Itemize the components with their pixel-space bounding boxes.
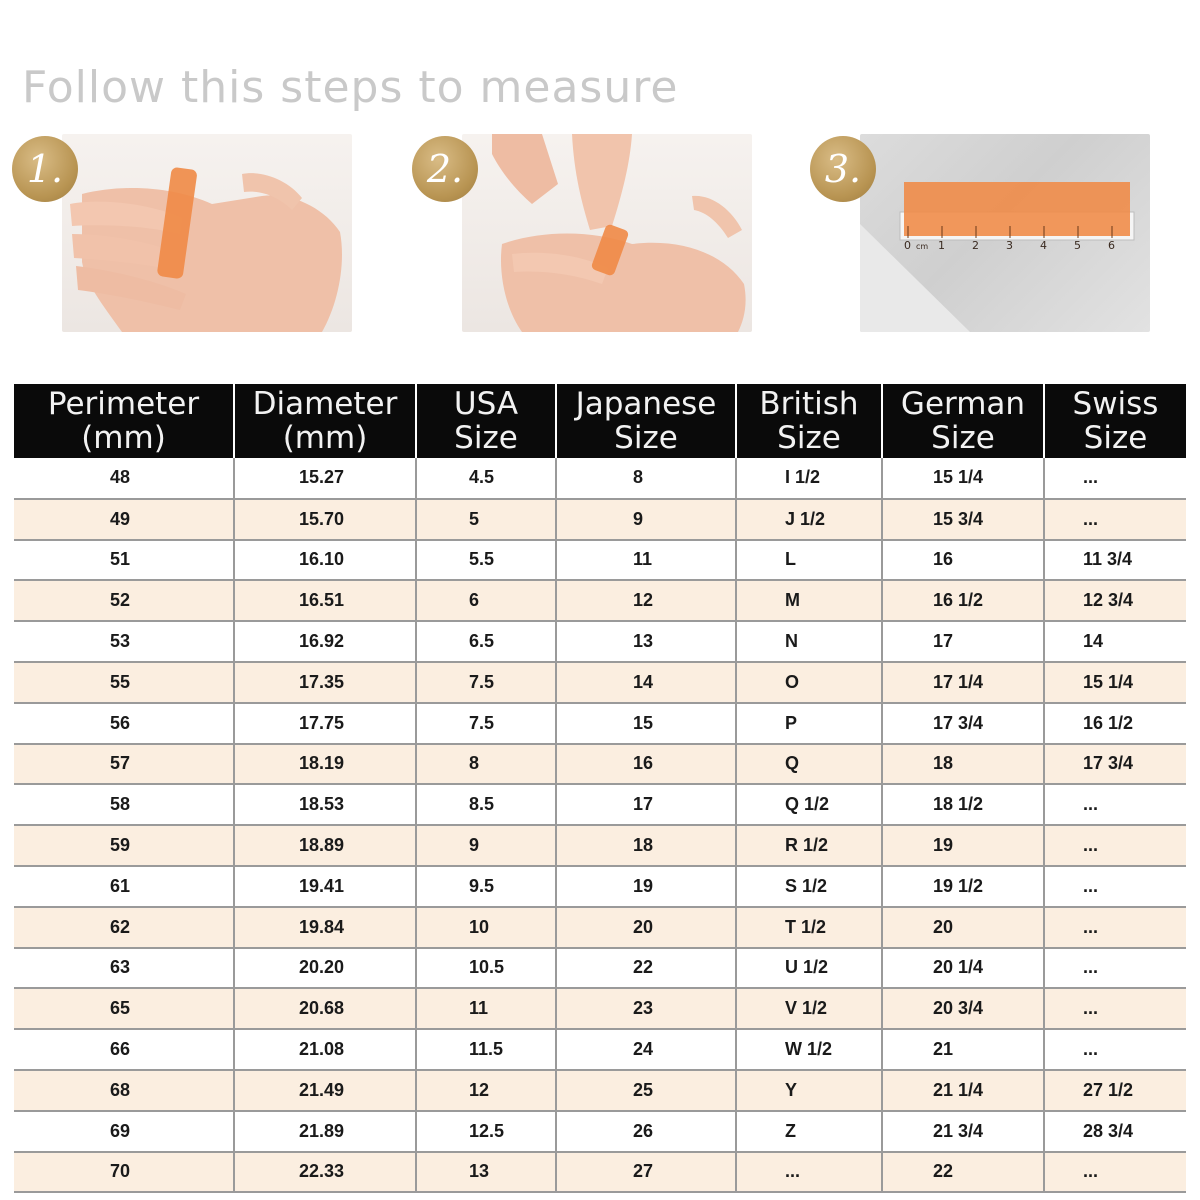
table-cell: ... bbox=[1044, 1152, 1186, 1193]
table-cell: 69 bbox=[14, 1111, 234, 1152]
table-cell: 22 bbox=[882, 1152, 1044, 1193]
table-cell: 18.53 bbox=[234, 784, 416, 825]
table-cell: 7.5 bbox=[416, 662, 556, 703]
table-cell: J 1/2 bbox=[736, 499, 882, 540]
table-cell: 19 bbox=[882, 825, 1044, 866]
table-cell: 25 bbox=[556, 1070, 736, 1111]
ring-size-table bbox=[14, 384, 1186, 1193]
table-cell: 56 bbox=[14, 703, 234, 744]
table-cell: ... bbox=[1044, 458, 1186, 499]
table-cell: 15 1/4 bbox=[882, 458, 1044, 499]
table-cell: 8.5 bbox=[416, 784, 556, 825]
step-2-photo bbox=[462, 134, 752, 332]
table-cell: 8 bbox=[556, 458, 736, 499]
table-row bbox=[14, 1111, 1186, 1152]
table-cell: 21.49 bbox=[234, 1070, 416, 1111]
table-cell: 16 bbox=[882, 540, 1044, 581]
column-header-line1: USA bbox=[453, 386, 519, 422]
table-cell: 19 1/2 bbox=[882, 866, 1044, 907]
table-cell: I 1/2 bbox=[736, 458, 882, 499]
step-2-badge: 2. bbox=[412, 136, 478, 202]
column-header-line2: Size bbox=[1083, 420, 1148, 456]
table-cell: 19.41 bbox=[234, 866, 416, 907]
table-cell: ... bbox=[1044, 866, 1186, 907]
table-cell: 6 bbox=[416, 580, 556, 621]
table-cell: 9 bbox=[556, 499, 736, 540]
table-cell: O bbox=[736, 662, 882, 703]
table-cell: 21 bbox=[882, 1029, 1044, 1070]
table-body bbox=[14, 458, 1186, 1192]
table-cell: 21.89 bbox=[234, 1111, 416, 1152]
table-cell: N bbox=[736, 621, 882, 662]
table-cell: 11 3/4 bbox=[1044, 540, 1186, 581]
table-cell: 58 bbox=[14, 784, 234, 825]
step-3-badge: 3. bbox=[810, 136, 876, 202]
table-cell: 9 bbox=[416, 825, 556, 866]
table-cell: P bbox=[736, 703, 882, 744]
table-row bbox=[14, 948, 1186, 989]
table-cell: 66 bbox=[14, 1029, 234, 1070]
table-cell: ... bbox=[1044, 825, 1186, 866]
table-row bbox=[14, 744, 1186, 785]
ruler-label: 0 bbox=[904, 239, 911, 252]
finger-wrap-illustration bbox=[62, 134, 352, 332]
table-header-row bbox=[14, 384, 1186, 458]
column-header-line1: Japanese bbox=[575, 386, 717, 422]
table-cell: 12 bbox=[556, 580, 736, 621]
step-1-photo bbox=[62, 134, 352, 332]
table-cell: 18.19 bbox=[234, 744, 416, 785]
ruler-label: 1 bbox=[938, 239, 945, 252]
table-cell: S 1/2 bbox=[736, 866, 882, 907]
table-cell: 13 bbox=[556, 621, 736, 662]
table-cell: 18 bbox=[882, 744, 1044, 785]
table-cell: 19 bbox=[556, 866, 736, 907]
table-cell: 6.5 bbox=[416, 621, 556, 662]
table-cell: Q bbox=[736, 744, 882, 785]
table-cell: 27 bbox=[556, 1152, 736, 1193]
table-cell: 20 3/4 bbox=[882, 988, 1044, 1029]
table-cell: 53 bbox=[14, 621, 234, 662]
table-cell: M bbox=[736, 580, 882, 621]
table-cell: 11 bbox=[556, 540, 736, 581]
table-cell: V 1/2 bbox=[736, 988, 882, 1029]
table-row bbox=[14, 540, 1186, 581]
table-cell: Y bbox=[736, 1070, 882, 1111]
column-header bbox=[416, 384, 556, 458]
column-header bbox=[234, 384, 416, 458]
table-cell: 48 bbox=[14, 458, 234, 499]
column-header-line2: Size bbox=[454, 420, 518, 456]
table-row bbox=[14, 499, 1186, 540]
table-cell: 12.5 bbox=[416, 1111, 556, 1152]
table-cell: 10 bbox=[416, 907, 556, 948]
table-cell: 15 3/4 bbox=[882, 499, 1044, 540]
table-row bbox=[14, 1152, 1186, 1193]
table-cell: 70 bbox=[14, 1152, 234, 1193]
table-cell: 57 bbox=[14, 744, 234, 785]
table-cell: ... bbox=[1044, 948, 1186, 989]
table-cell: 20 bbox=[556, 907, 736, 948]
table-cell: 59 bbox=[14, 825, 234, 866]
table-cell: ... bbox=[1044, 907, 1186, 948]
step-3-photo bbox=[860, 134, 1150, 332]
ruler-label: 3 bbox=[1006, 239, 1013, 252]
table-cell: 63 bbox=[14, 948, 234, 989]
table-cell: ... bbox=[1044, 988, 1186, 1029]
table-row bbox=[14, 458, 1186, 499]
paper-strip bbox=[904, 182, 1130, 236]
step-2 bbox=[412, 134, 752, 332]
column-header bbox=[556, 384, 736, 458]
column-header bbox=[1044, 384, 1186, 458]
table-cell: 19.84 bbox=[234, 907, 416, 948]
table-cell: 4.5 bbox=[416, 458, 556, 499]
table-cell: 17 3/4 bbox=[882, 703, 1044, 744]
table-cell: 21 1/4 bbox=[882, 1070, 1044, 1111]
table-cell: 16.92 bbox=[234, 621, 416, 662]
column-header-line1: Perimeter bbox=[47, 386, 200, 422]
table-cell: 21.08 bbox=[234, 1029, 416, 1070]
table-row bbox=[14, 662, 1186, 703]
table-cell: 7.5 bbox=[416, 703, 556, 744]
column-header-line2: (mm) bbox=[282, 420, 368, 456]
column-header-line2: Size bbox=[931, 420, 995, 456]
page-heading: Follow this steps to measure bbox=[22, 62, 679, 113]
table-cell: 16 1/2 bbox=[882, 580, 1044, 621]
table-cell: Z bbox=[736, 1111, 882, 1152]
table-cell: 26 bbox=[556, 1111, 736, 1152]
table-row bbox=[14, 621, 1186, 662]
table-cell: 16.51 bbox=[234, 580, 416, 621]
ruler-label: 4 bbox=[1040, 239, 1047, 252]
table-cell: 9.5 bbox=[416, 866, 556, 907]
table-cell: W 1/2 bbox=[736, 1029, 882, 1070]
table-cell: 15 1/4 bbox=[1044, 662, 1186, 703]
table-cell: 18 bbox=[556, 825, 736, 866]
table-cell: 49 bbox=[14, 499, 234, 540]
table-cell: 61 bbox=[14, 866, 234, 907]
step-3 bbox=[810, 134, 1150, 332]
table-cell: R 1/2 bbox=[736, 825, 882, 866]
table-cell: 55 bbox=[14, 662, 234, 703]
table-cell: 20.68 bbox=[234, 988, 416, 1029]
table-cell: 10.5 bbox=[416, 948, 556, 989]
table-cell: 23 bbox=[556, 988, 736, 1029]
table-cell: 65 bbox=[14, 988, 234, 1029]
table-row bbox=[14, 866, 1186, 907]
column-header-line1: British bbox=[759, 386, 859, 422]
ruler-label: 6 bbox=[1108, 239, 1115, 252]
ruler-illustration bbox=[860, 134, 1150, 332]
table-row bbox=[14, 1029, 1186, 1070]
table-cell: 11 bbox=[416, 988, 556, 1029]
table-cell: ... bbox=[1044, 1029, 1186, 1070]
table-cell: L bbox=[736, 540, 882, 581]
table-row bbox=[14, 703, 1186, 744]
table-cell: 14 bbox=[1044, 621, 1186, 662]
table-cell: 13 bbox=[416, 1152, 556, 1193]
table-cell: 17 bbox=[882, 621, 1044, 662]
table-cell: 27 1/2 bbox=[1044, 1070, 1186, 1111]
table-cell: 17.75 bbox=[234, 703, 416, 744]
ruler-unit-label: cm bbox=[916, 242, 929, 251]
table-cell: 8 bbox=[416, 744, 556, 785]
table-cell: 20.20 bbox=[234, 948, 416, 989]
column-header bbox=[14, 384, 234, 458]
table-cell: 12 bbox=[416, 1070, 556, 1111]
column-header-line1: Swiss bbox=[1072, 386, 1159, 422]
column-header-line2: Size bbox=[614, 420, 678, 456]
table-cell: Q 1/2 bbox=[736, 784, 882, 825]
table-cell: 11.5 bbox=[416, 1029, 556, 1070]
table-cell: 17 3/4 bbox=[1044, 744, 1186, 785]
table-cell: 22.33 bbox=[234, 1152, 416, 1193]
column-header-line2: (mm) bbox=[81, 420, 166, 456]
table-row bbox=[14, 580, 1186, 621]
column-header-line1: German bbox=[900, 386, 1026, 422]
table-row bbox=[14, 1070, 1186, 1111]
finger-mark-illustration bbox=[462, 134, 752, 332]
table-cell: T 1/2 bbox=[736, 907, 882, 948]
table-cell: 24 bbox=[556, 1029, 736, 1070]
table-cell: 15.70 bbox=[234, 499, 416, 540]
table-cell: 51 bbox=[14, 540, 234, 581]
table-row bbox=[14, 907, 1186, 948]
table-cell: 5.5 bbox=[416, 540, 556, 581]
table-cell: 17 1/4 bbox=[882, 662, 1044, 703]
table-cell: 12 3/4 bbox=[1044, 580, 1186, 621]
table-row bbox=[14, 988, 1186, 1029]
table-row bbox=[14, 825, 1186, 866]
table-cell: 17.35 bbox=[234, 662, 416, 703]
table-cell: 68 bbox=[14, 1070, 234, 1111]
table-cell: 15 bbox=[556, 703, 736, 744]
table-cell: 18 1/2 bbox=[882, 784, 1044, 825]
table-cell: ... bbox=[1044, 499, 1186, 540]
table-cell: 28 3/4 bbox=[1044, 1111, 1186, 1152]
column-header-line1: Diameter bbox=[252, 386, 398, 422]
table-cell: 16 bbox=[556, 744, 736, 785]
step-1-badge: 1. bbox=[12, 136, 78, 202]
table-cell: ... bbox=[736, 1152, 882, 1193]
table-cell: 18.89 bbox=[234, 825, 416, 866]
table-cell: 22 bbox=[556, 948, 736, 989]
step-1 bbox=[12, 134, 352, 332]
column-header bbox=[736, 384, 882, 458]
ruler-label: 2 bbox=[972, 239, 979, 252]
table-cell: 16 1/2 bbox=[1044, 703, 1186, 744]
table-cell: 20 1/4 bbox=[882, 948, 1044, 989]
table-cell: 62 bbox=[14, 907, 234, 948]
table-cell: U 1/2 bbox=[736, 948, 882, 989]
table-cell: 15.27 bbox=[234, 458, 416, 499]
column-header-line2: Size bbox=[777, 420, 841, 456]
table-cell: 21 3/4 bbox=[882, 1111, 1044, 1152]
table-cell: 17 bbox=[556, 784, 736, 825]
table-cell: 14 bbox=[556, 662, 736, 703]
table-row bbox=[14, 784, 1186, 825]
table-cell: 16.10 bbox=[234, 540, 416, 581]
column-header bbox=[882, 384, 1044, 458]
table-cell: 5 bbox=[416, 499, 556, 540]
table-cell: 20 bbox=[882, 907, 1044, 948]
ruler-label: 5 bbox=[1074, 239, 1081, 252]
table-cell: ... bbox=[1044, 784, 1186, 825]
table-cell: 52 bbox=[14, 580, 234, 621]
